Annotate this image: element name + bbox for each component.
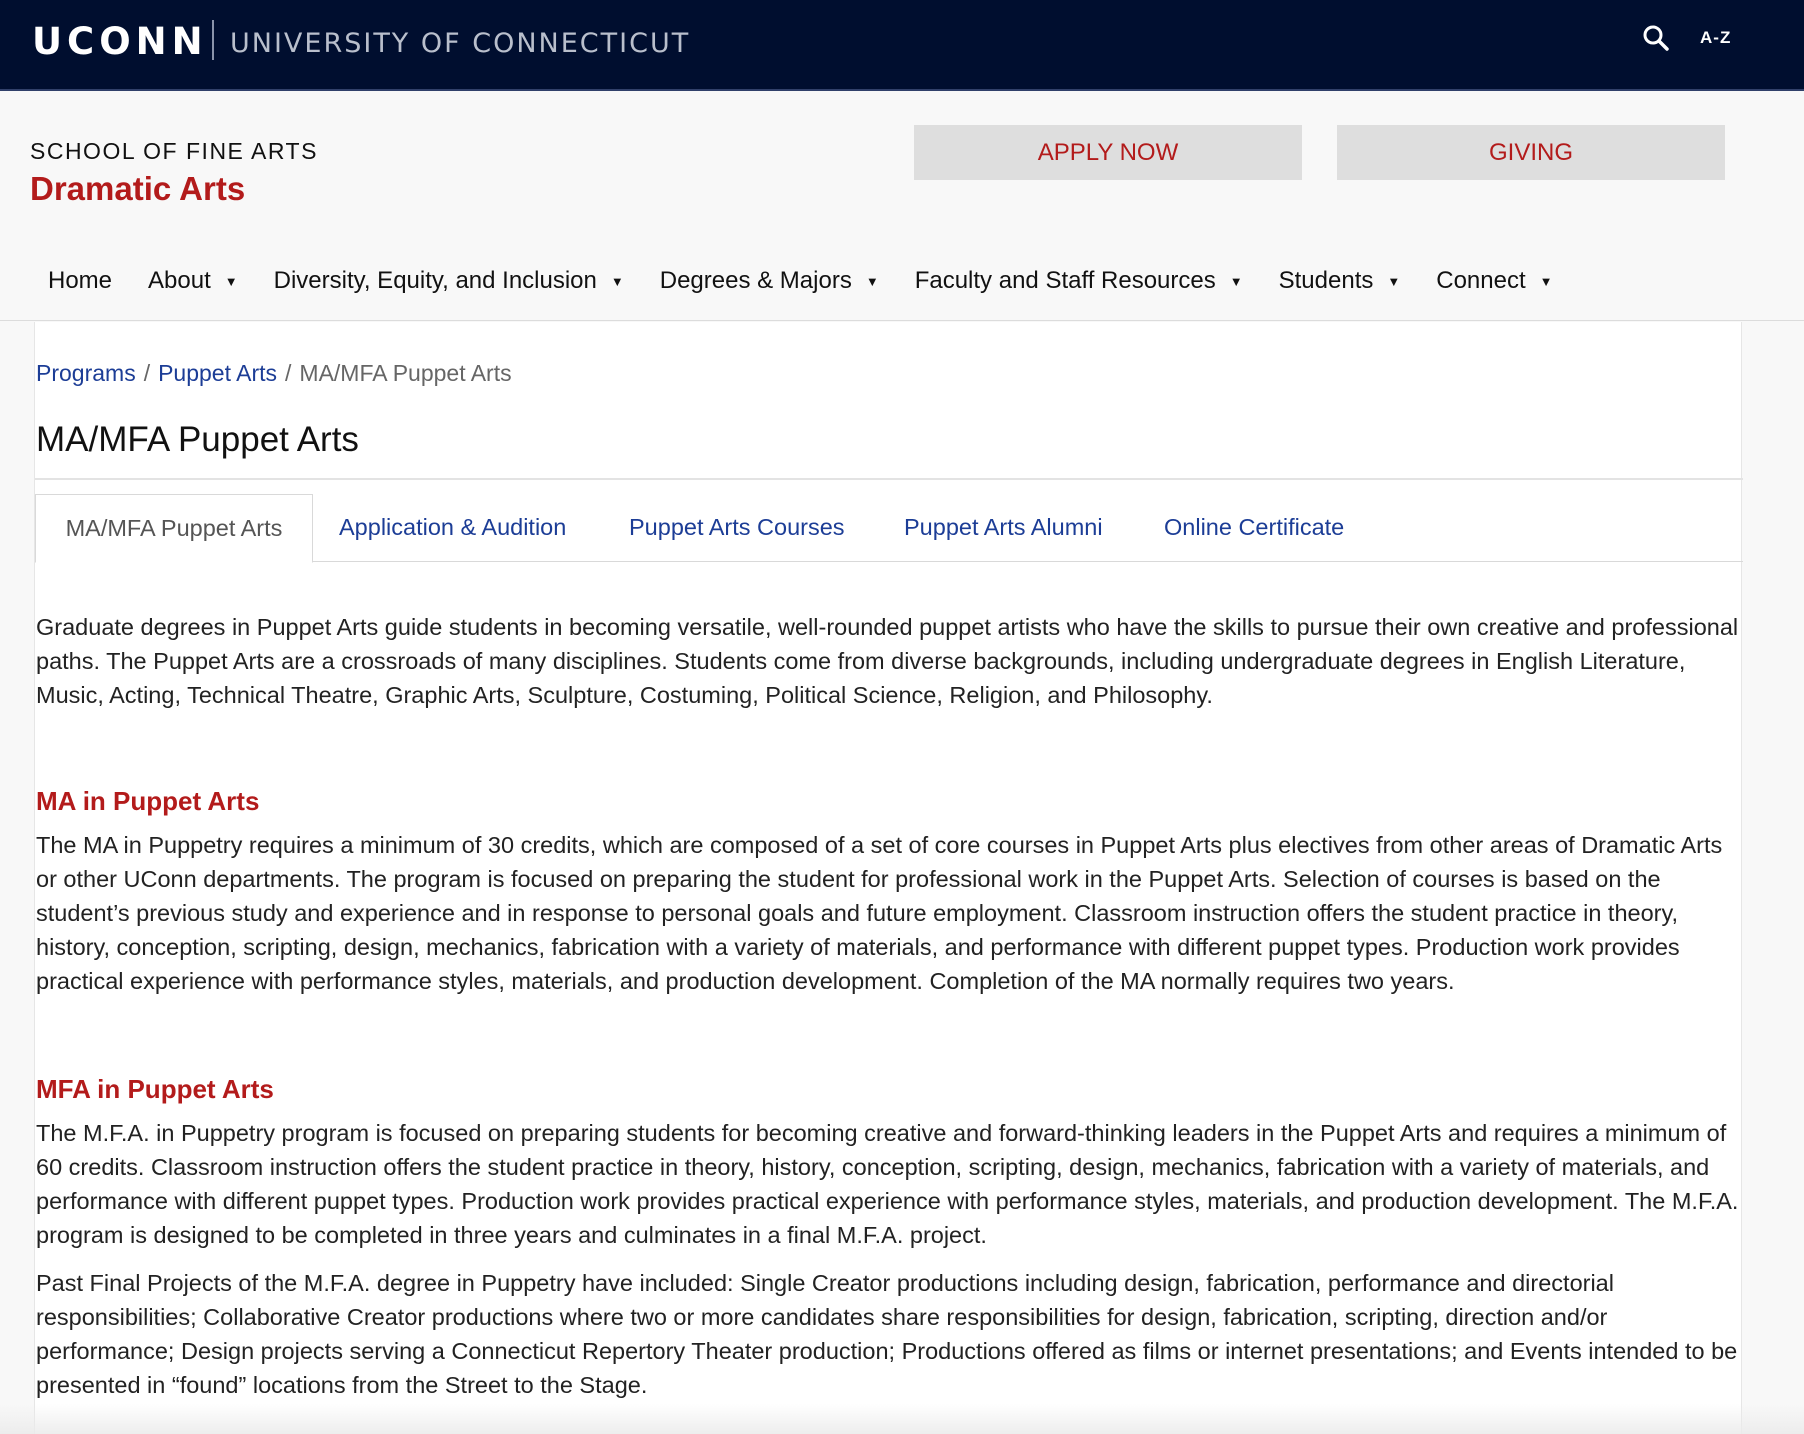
main-nav — [30, 263, 1571, 299]
tab-puppet-arts-courses[interactable]: Puppet Arts Courses — [629, 514, 845, 540]
intro-paragraph: Graduate degrees in Puppet Arts guide students in becoming versatile, well-rounded puppet artists who have the skills to pursue their own creative and professional paths. The Puppet Arts are a crossroads of many disciplines. Students come from diverse backgrounds, including undergraduate degrees in English Literature, Music, Acting, Technical Theatre, Graphic Arts, Sculpture, Costuming, Political Science, Religion, and Philosophy. — [36, 614, 1739, 708]
nav-faculty-staff[interactable] — [897, 267, 1261, 295]
a-z-index-link[interactable]: A-Z — [1700, 28, 1732, 47]
banner-divider — [212, 20, 214, 60]
nav-diversity-label: Diversity, Equity, and Inclusion — [273, 267, 597, 294]
breadcrumb-programs[interactable]: Programs — [36, 360, 136, 386]
university-name[interactable]: UNIVERSITY OF CONNECTICUT — [230, 28, 691, 59]
nav-degrees[interactable] — [642, 267, 897, 295]
nav-degrees-label: Degrees & Majors — [659, 267, 852, 294]
mfa-paragraph: The M.F.A. in Puppetry program is focused on preparing students for becoming creative and forward-thinking leaders in the Puppet Arts and requires a minimum of 60 credits. Classroom instruction offers the student practice in theory, history, conception, scripting, design, mechanics, fabrication with a variety of materials, and performance with different puppet types. Production work provides practical experience with performance styles, materials, and production development. The M.F.A. program is designed to be completed in three years and culminates in a final M.F.A. project. — [36, 1120, 1739, 1248]
nav-students-label: Students — [1278, 267, 1374, 294]
top-banner — [0, 0, 1804, 91]
school-name[interactable]: SCHOOL OF FINE ARTS — [30, 138, 318, 164]
nav-students[interactable] — [1261, 267, 1419, 295]
nav-about[interactable] — [130, 267, 256, 295]
nav-faculty-staff-label: Faculty and Staff Resources — [914, 267, 1216, 294]
nav-connect-label: Connect — [1436, 267, 1526, 294]
breadcrumb — [36, 360, 512, 387]
tab-ma-mfa-puppet-arts[interactable]: MA/MFA Puppet Arts — [35, 494, 313, 563]
uconn-wordmark[interactable]: UCONN — [32, 20, 208, 63]
breadcrumb-separator: / — [143, 360, 151, 386]
nav-about-label: About — [148, 267, 211, 294]
tab-puppet-arts-alumni[interactable]: Puppet Arts Alumni — [904, 514, 1103, 540]
breadcrumb-puppet-arts[interactable]: Puppet Arts — [158, 360, 278, 386]
nav-home[interactable] — [30, 267, 130, 295]
ma-paragraph: The MA in Puppetry requires a minimum of 30 credits, which are composed of a set of core courses in Puppet Arts plus electives from other areas of Dramatic Arts or other UConn departments. The program is focused on preparing the student for professional work in the Puppet Arts. Selection of courses is based on the student’s previous study and experience and in response to personal goals and future employment. Classroom instruction offers the student practice in theory, history, conception, scripting, design, mechanics, fabrication with a variety of materials, and performance with different puppet types. Production work provides practical experience with performance styles, materials, and production development. Completion of the MA normally requires two years. — [36, 832, 1723, 994]
site-header — [0, 93, 1804, 321]
giving-button[interactable]: GIVING — [1337, 125, 1725, 180]
ma-heading: MA in Puppet Arts — [36, 786, 260, 816]
mfa-heading: MFA in Puppet Arts — [36, 1074, 274, 1104]
caret-down-icon: ▼ — [1539, 273, 1553, 289]
breadcrumb-current: MA/MFA Puppet Arts — [299, 360, 512, 386]
search-icon[interactable] — [1640, 22, 1672, 54]
main-content — [34, 322, 1742, 1434]
page-title: MA/MFA Puppet Arts — [36, 420, 359, 459]
mfa-projects-paragraph: Past Final Projects of the M.F.A. degree in Puppetry have included: Single Creator productions including design, fabrication, performance and directorial responsibilities; Collaborative Creator productions where two or more candidates share responsibilities for design, fabrication, scripting, direction and/or performance; Design projects serving a Connecticut Repertory Theater production; Productions offered as films or internet presentations; and Events intended to be presented in “found” locations from the Street to the Stage. — [36, 1270, 1738, 1398]
nav-diversity[interactable] — [256, 267, 642, 295]
department-name[interactable]: Dramatic Arts — [30, 170, 246, 207]
caret-down-icon: ▼ — [224, 273, 238, 289]
nav-home-label: Home — [48, 267, 113, 294]
caret-down-icon: ▼ — [1387, 273, 1401, 289]
tab-bar — [35, 494, 1743, 562]
breadcrumb-separator: / — [285, 360, 292, 386]
title-divider — [35, 478, 1743, 480]
tab-online-certificate[interactable]: Online Certificate — [1164, 514, 1345, 540]
apply-now-button[interactable]: APPLY NOW — [914, 125, 1302, 180]
tab-application-audition[interactable]: Application & Audition — [339, 514, 567, 540]
caret-down-icon: ▼ — [865, 273, 879, 289]
nav-connect[interactable] — [1418, 267, 1570, 295]
caret-down-icon: ▼ — [610, 273, 624, 289]
caret-down-icon: ▼ — [1229, 273, 1243, 289]
